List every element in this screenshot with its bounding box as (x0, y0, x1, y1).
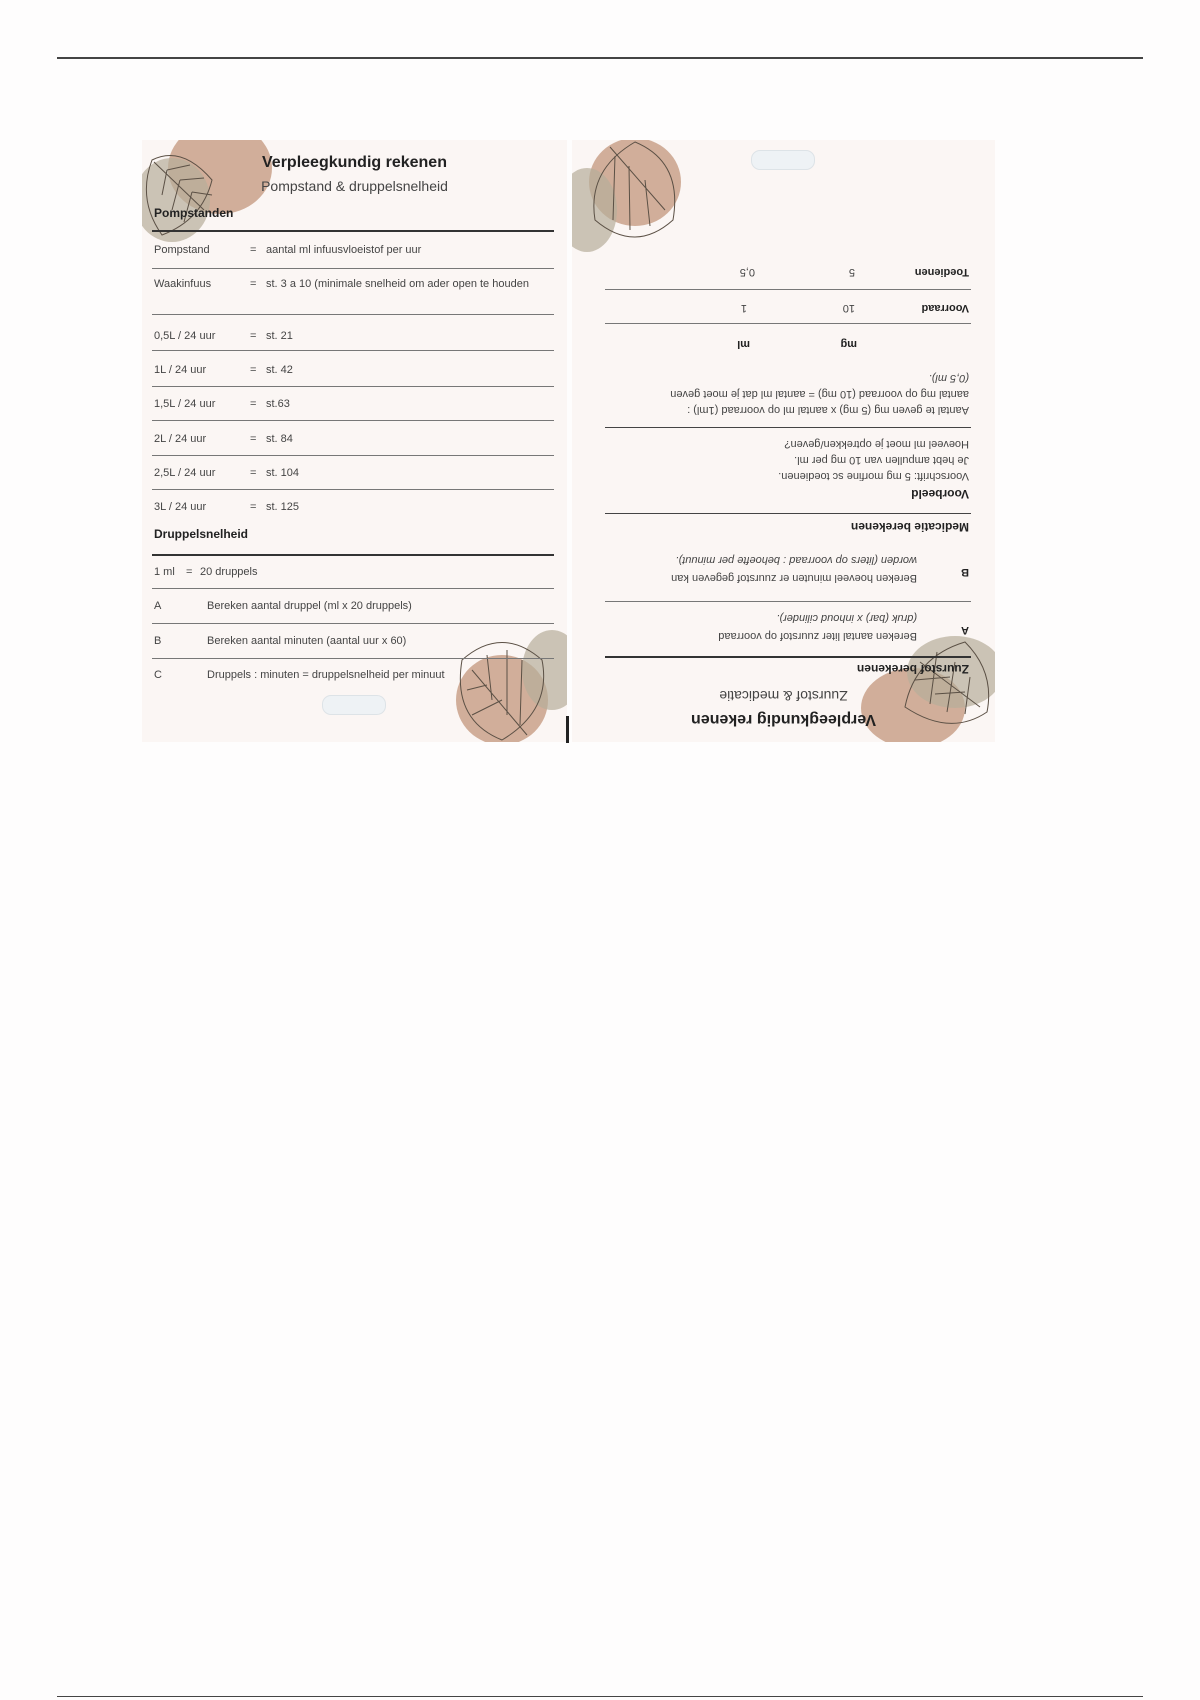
step-text: Bereken aantal liter zuurstof op voorraad (718, 630, 917, 642)
card-subtitle: Pompstand & druppelsnelheid (261, 178, 448, 194)
step-letter: B (961, 566, 969, 578)
row-divider (152, 455, 554, 456)
voorbeeld-heading: Voorbeeld (911, 487, 969, 501)
card-zuurstof-medicatie (572, 140, 995, 742)
row-divider (605, 289, 971, 290)
step-letter: C (154, 669, 162, 681)
table-header-ml: ml (737, 338, 750, 350)
step-letter: A (961, 624, 969, 636)
rotated-content (572, 140, 995, 742)
row-divider (152, 314, 554, 315)
section-heading-medicatie: Medicatie berekenen (850, 520, 969, 534)
page-pill-icon (751, 150, 815, 170)
row-divider (152, 623, 554, 624)
row-eq: = (250, 364, 257, 376)
step-text-detail: worden (liters op voorraad : behoefte per minuut). (675, 554, 917, 566)
row-divider (152, 350, 554, 351)
step-text: Druppels : minuten = druppelsnelheid per minuut (207, 669, 445, 681)
formula-line: aantal mg op voorraad (10 mg) = aantal ml dat je moet geven (670, 388, 969, 400)
row-value: st. 21 (266, 330, 293, 342)
table-row-label: Voorraad (921, 302, 969, 314)
card-subtitle: Zuurstof & medicatie (719, 688, 848, 704)
page-pill-icon (322, 695, 386, 715)
voorbeeld-line: Je hebt ampullen van 10 mg per ml. (794, 454, 969, 466)
card-pompstand (142, 140, 567, 742)
row-divider (152, 268, 554, 269)
row-value: st. 84 (266, 433, 293, 445)
row-eq: = (186, 566, 193, 578)
voorbeeld-line: Voorschrift: 5 mg morfine sc toedienen. (778, 470, 969, 482)
text-cursor-mark (566, 716, 569, 743)
row-eq: = (250, 278, 257, 290)
step-letter: B (154, 635, 162, 647)
table-cell-mg: 5 (848, 266, 855, 278)
formula-line: (0,5 ml). (928, 372, 969, 384)
table-cell-ml: 1 (740, 302, 747, 314)
row-eq: = (250, 501, 257, 513)
section-rule (605, 657, 971, 659)
voorbeeld-line: Hoeveel ml moet je optrekken/geven? (784, 438, 969, 450)
bottom-rule (57, 1696, 1143, 1697)
row-label: 1L / 24 uur (154, 364, 207, 376)
row-value: st.63 (266, 398, 290, 410)
step-text: Bereken aantal minuten (aantal uur x 60) (207, 635, 407, 647)
row-divider (605, 427, 971, 428)
row-divider (152, 489, 554, 490)
table-header-mg: mg (840, 338, 857, 350)
row-value: st. 42 (266, 364, 293, 376)
row-value: aantal ml infuusvloeistof per uur (266, 244, 422, 256)
row-divider (152, 420, 554, 421)
row-label: 2L / 24 uur (154, 433, 207, 445)
table-row-label: Toedienen (914, 266, 969, 278)
row-eq: = (250, 433, 257, 445)
row-label: 1 ml (154, 566, 175, 578)
row-eq: = (250, 398, 257, 410)
formula-line: Aantal te geven mg (5 mg) x aantal ml op voorraad (1ml) : (687, 404, 969, 416)
row-value: st. 3 a 10 (minimale snelheid om ader open te houden (266, 278, 529, 290)
step-letter: A (154, 600, 162, 612)
row-value: st. 104 (266, 467, 300, 479)
leaf-decoration-bottom-icon (572, 140, 695, 262)
top-rule (57, 57, 1143, 59)
section-rule (605, 513, 971, 514)
card-title: Verpleegkundig rekenen (691, 711, 876, 728)
step-text: Bereken aantal druppel (ml x 20 druppels) (207, 600, 412, 612)
section-rule (152, 554, 554, 556)
row-value: st. 125 (266, 501, 300, 513)
step-text-detail: (druk (bar) x inhoud cilinder). (776, 612, 917, 624)
section-heading-pompstanden: Pompstanden (154, 206, 234, 220)
leaf-decoration-bottom-icon (442, 620, 567, 742)
row-label: 2,5L / 24 uur (154, 467, 216, 479)
row-label: Pompstand (154, 244, 210, 256)
row-label: 3L / 24 uur (154, 501, 207, 513)
row-divider (605, 601, 971, 602)
row-divider (152, 588, 554, 589)
row-label: Waakinfuus (154, 278, 212, 290)
row-eq: = (250, 467, 257, 479)
row-divider (152, 386, 554, 387)
section-heading-druppelsnelheid: Druppelsnelheid (154, 527, 249, 541)
row-value: 20 druppels (200, 566, 258, 578)
row-eq: = (250, 244, 257, 256)
step-text: Bereken hoeveel minuten er zuurstof gegeven kan (671, 572, 917, 584)
row-label: 1,5L / 24 uur (154, 398, 216, 410)
card-title: Verpleegkundig rekenen (262, 154, 447, 171)
section-rule (152, 230, 554, 232)
section-heading-zuurstof: Zuurstof berekenen (856, 662, 969, 676)
row-label: 0,5L / 24 uur (154, 330, 216, 342)
row-divider (605, 323, 971, 324)
table-cell-mg: 10 (842, 302, 855, 314)
table-cell-ml: 0,5 (739, 266, 755, 278)
row-divider (152, 658, 554, 659)
row-eq: = (250, 330, 257, 342)
